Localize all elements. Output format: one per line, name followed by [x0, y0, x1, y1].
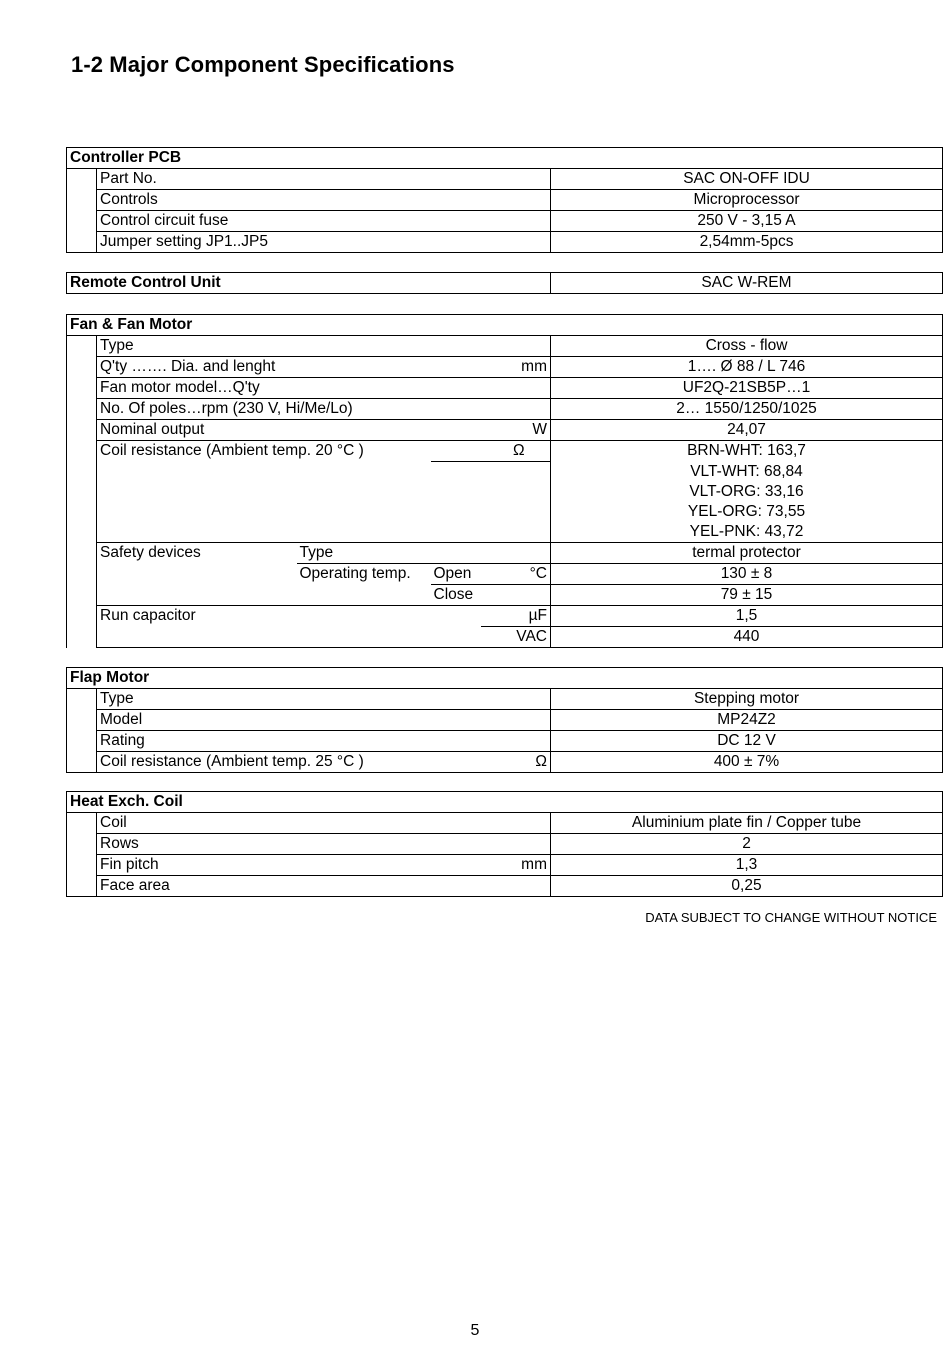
spec-label: Coil resistance (Ambient temp. 20 °C ) [97, 441, 431, 462]
spec-value: YEL-PNK: 43,72 [551, 522, 943, 543]
spec-value: Cross - flow [551, 336, 943, 357]
heat-exch-header: Heat Exch. Coil [67, 792, 943, 813]
spec-value: VLT-WHT: 68,84 [551, 462, 943, 483]
spec-label: Type [97, 336, 551, 357]
spec-label: Type [297, 543, 551, 564]
spec-label: Fan motor model…Q'ty [97, 378, 551, 399]
spec-label: Fin pitch [97, 855, 481, 876]
spec-label: Rows [97, 834, 481, 855]
fan-motor-table [66, 314, 943, 648]
spec-label: Nominal output [97, 420, 481, 441]
spec-unit: °C [481, 564, 551, 585]
spec-label: Control circuit fuse [97, 211, 551, 232]
spec-label: Q'ty ……. Dia. and lenght [97, 357, 481, 378]
page-title: 1-2 Major Component Specifications [71, 52, 455, 77]
heat-exch-table [66, 791, 943, 897]
spec-unit [481, 876, 551, 897]
spec-label: Open [431, 564, 481, 585]
spec-label: Face area [97, 876, 481, 897]
spec-unit [481, 689, 551, 710]
spec-label: Part No. [97, 169, 551, 190]
flap-motor-table [66, 667, 943, 773]
spec-label: Close [431, 585, 481, 606]
spec-value: 2,54mm-5pcs [551, 232, 943, 253]
spec-value: Stepping motor [551, 689, 943, 710]
spec-unit: Ω [431, 441, 551, 462]
fan-motor-header: Fan & Fan Motor [67, 315, 943, 336]
flap-motor-header: Flap Motor [67, 668, 943, 689]
spec-value: 24,07 [551, 420, 943, 441]
spec-unit [481, 731, 551, 752]
spec-unit: Ω [481, 752, 551, 773]
spec-value: termal protector [551, 543, 943, 564]
spec-value: 1,3 [551, 855, 943, 876]
spec-unit: µF [481, 606, 551, 627]
remote-control-table [66, 272, 943, 294]
spec-value: VLT-ORG: 33,16 [551, 482, 943, 502]
spec-value: DC 12 V [551, 731, 943, 752]
spec-unit [481, 834, 551, 855]
spec-unit: VAC [481, 627, 551, 648]
page-number: 5 [470, 1322, 480, 1339]
spec-label: Jumper setting JP1..JP5 [97, 232, 551, 253]
spec-value: 250 V - 3,15 A [551, 211, 943, 232]
spec-unit [481, 710, 551, 731]
spec-label: Coil [97, 813, 481, 834]
spec-value: YEL-ORG: 73,55 [551, 502, 943, 522]
remote-control-value: SAC W-REM [551, 273, 943, 294]
spec-value: MP24Z2 [551, 710, 943, 731]
spec-label: Safety devices [97, 543, 297, 564]
spec-unit [481, 813, 551, 834]
spec-value: BRN-WHT: 163,7 [551, 441, 943, 462]
spec-label: Operating temp. [299, 565, 411, 583]
spec-label: Type [97, 689, 481, 710]
spec-value: UF2Q-21SB5P…1 [551, 378, 943, 399]
controller-pcb-table [66, 147, 943, 253]
spec-value: SAC ON-OFF IDU [551, 169, 943, 190]
change-notice: DATA SUBJECT TO CHANGE WITHOUT NOTICE [645, 910, 937, 925]
spec-value: 400 ± 7% [551, 752, 943, 773]
spec-label: Run capacitor [97, 606, 481, 627]
spec-value: 79 ± 15 [551, 585, 943, 606]
spec-value: 1,5 [551, 606, 943, 627]
spec-value: 130 ± 8 [551, 564, 943, 585]
spec-value: Microprocessor [551, 190, 943, 211]
remote-control-header: Remote Control Unit [67, 273, 551, 294]
spec-value: 440 [551, 627, 943, 648]
spec-value: 1…. Ø 88 / L 746 [551, 357, 943, 378]
controller-pcb-header: Controller PCB [67, 148, 943, 169]
spec-label: Controls [97, 190, 551, 211]
spec-label: Coil resistance (Ambient temp. 25 °C ) [97, 752, 481, 773]
spec-label: Rating [97, 731, 481, 752]
spec-label: Model [97, 710, 481, 731]
spec-unit: mm [481, 357, 551, 378]
spec-value: Aluminium plate fin / Copper tube [551, 813, 943, 834]
spec-unit: W [481, 420, 551, 441]
spec-unit: mm [481, 855, 551, 876]
spec-value: 2… 1550/1250/1025 [551, 399, 943, 420]
spec-label: No. Of poles…rpm (230 V, Hi/Me/Lo) [97, 399, 551, 420]
spec-value: 0,25 [551, 876, 943, 897]
spec-value: 2 [551, 834, 943, 855]
